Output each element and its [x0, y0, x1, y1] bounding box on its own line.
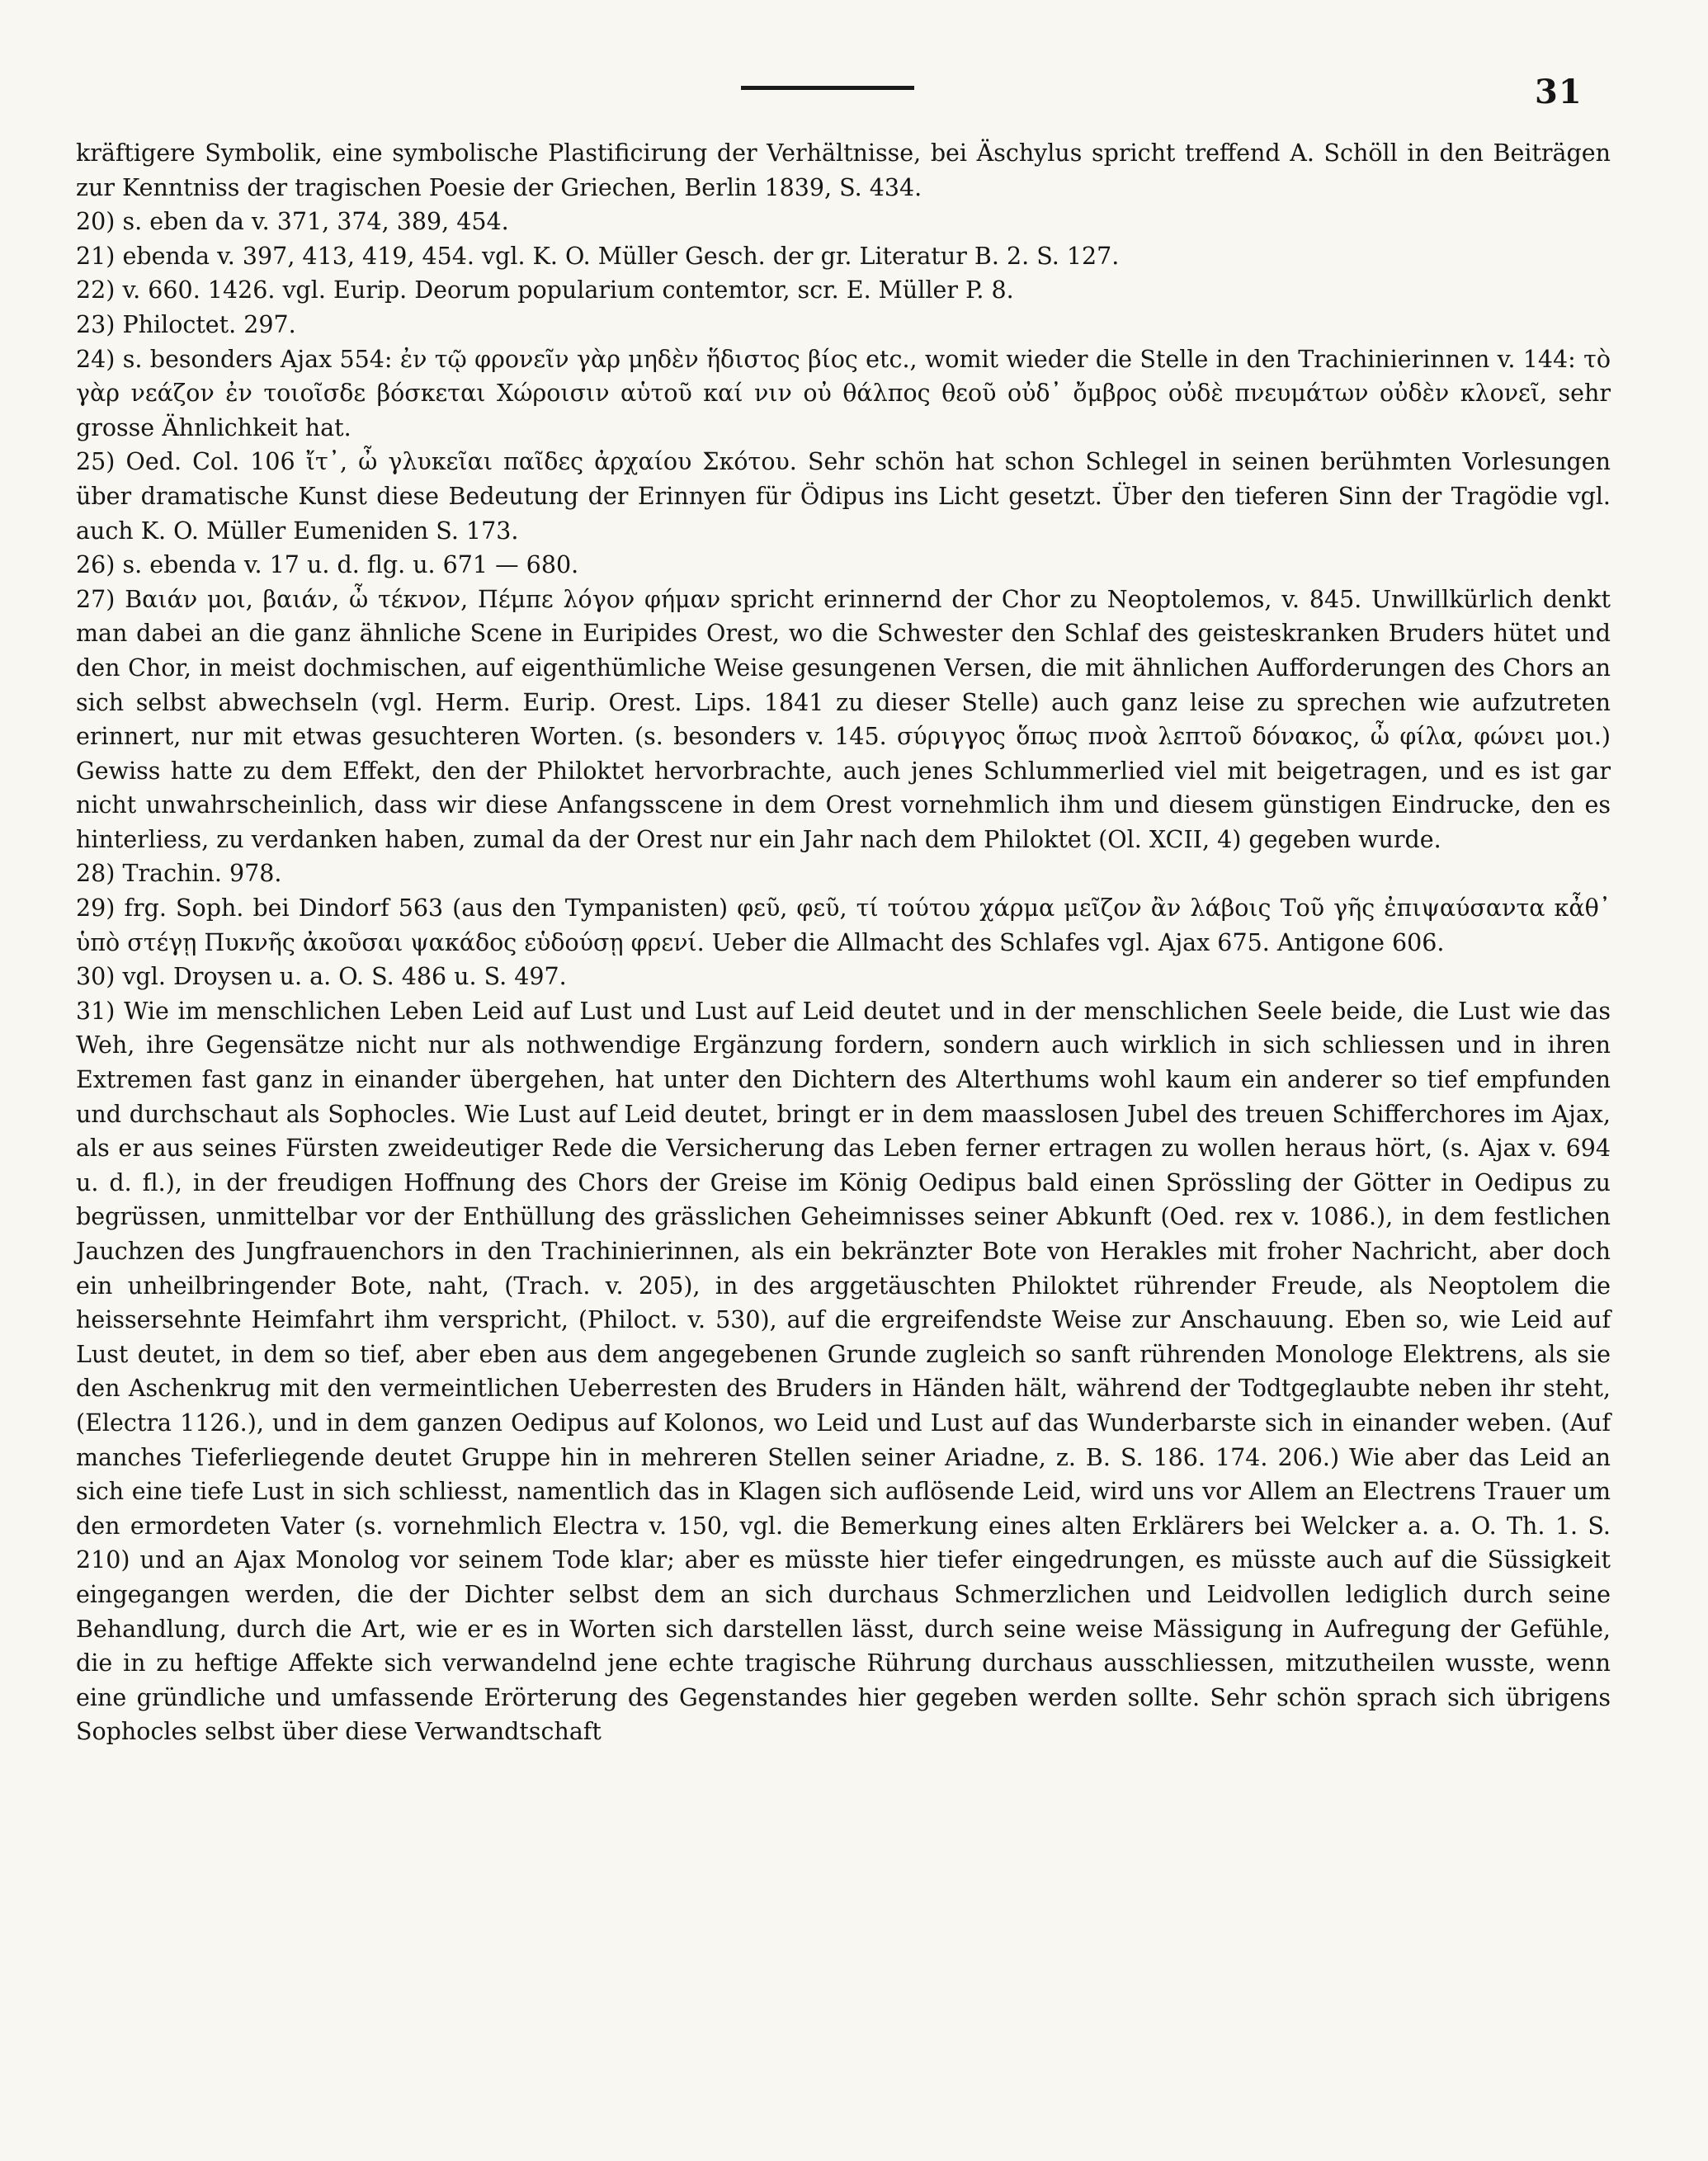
footnote-text: vgl. Droysen u. a. O. S. 486 u. S. 497. [122, 963, 567, 991]
footnote-20 [76, 205, 1611, 239]
footnote-27 [76, 583, 1611, 857]
footnote-label: 22) [76, 276, 116, 304]
footnote-29 [76, 891, 1611, 960]
footnote-text: frg. Soph. bei Dindorf 563 (aus den Tympanisten) φεῦ, φεῦ, τί τούτου χάρμα μεῖζον ἂν λάβοις Τοῦ γῆς ἐπιψαύσαντα κἆθ᾽ ὑπὸ στέγῃ Πυκνῆς ἀκοῦσαι ψακάδος εὑδούσῃ φρενί. Ueber die Allmacht des Schlafes vgl. Ajax 675. Antigone 606. [76, 894, 1611, 956]
footnote-21 [76, 239, 1611, 274]
footnote-label: 29) [76, 894, 116, 922]
footnote-text: s. eben da v. 371, 374, 389, 454. [122, 208, 509, 236]
footnote-26 [76, 548, 1611, 583]
footnote-31 [76, 994, 1611, 1749]
footnote-label: 28) [76, 860, 116, 888]
footnote-text: Philoctet. 297. [122, 310, 296, 338]
footnotes [76, 136, 1611, 1749]
footnote-text: Βαιάν μοι, βαιάν, ὦ τέκνον, Πέμπε λόγον φήμαν spricht erinnernd der Chor zu Neoptolemos, v. 845. Unwillkürlich denkt man dabei an die ganz ähnliche Scene in Euripides Orest, wo die Schwester den Schlaf des geisteskranken Bruders hütet und den Chor, in meist dochmischen, auf eigenthümliche Weise gesungenen Versen, die mit ähnlichen Aufforderungen des Chors an sich selbst abwechseln (vgl. Herm. Eurip. Orest. Lips. 1841 zu dieser Stelle) auch ganz leise zu sprechen wie aufzutreten erinnert, nur mit etwas gesuchteren Worten. (s. besonders v. 145. σύριγγος ὅπως πνοὰ λεπτοῦ δόνακος, ὦ φίλα, φώνει μοι.) Gewiss hatte zu dem Effekt, den der Philoktet hervorbrachte, auch jenes Schlummerlied viel mit beigetragen, und es ist gar nicht unwahrscheinlich, dass wir diese Anfangsscene in dem Orest vornehmlich ihm und diesem günstigen Eindrucke, den es hinterliess, zu verdanken haben, zumal da der Orest nur ein Jahr nach dem Philoktet (Ol. XCII, 4) gegeben wurde. [76, 585, 1611, 853]
footnote-label: 20) [76, 208, 116, 236]
footnote-label: 27) [76, 585, 116, 613]
footnote-23 [76, 308, 1611, 342]
footnote-label: 26) [76, 551, 116, 579]
footnote-label: 25) [76, 448, 116, 476]
footnote-text: Wie im menschlichen Leben Leid auf Lust und Lust auf Leid deutet und in der menschlichen Seele beide, die Lust wie das Weh, ihre Gegensätze nicht nur als nothwendige Ergänzung fordern, sondern auch wirklich in sich schliessen und in ihren Extremen fast ganz in einander übergehen, hat unter den Dichtern des Alterthums wohl kaum ein anderer so tief empfunden und durchschaut als Sophocles. Wie Lust auf Leid deutet, bringt er in dem maasslosen Jubel des treuen Schifferchores im Ajax, als er aus seines Fürsten zweideutiger Rede die Versicherung das Leben ferner ertragen zu wollen heraus hört, (s. Ajax v. 694 u. d. fl.), in der freudigen Hoffnung des Chors der Greise im König Oedipus bald einen Sprössling der Götter in Oedipus zu begrüssen, unmittelbar vor der Enthüllung des grässlichen Geheimnisses seiner Abkunft (Oed. rex v. 1086.), in dem festlichen Jauchzen des Jungfrauenchors in den Trachinierinnen, als ein bekränzter Bote von Herakles mit froher Nachricht, aber doch ein unheilbringender Bote, naht, (Trach. v. 205), in des arggetäuschten Philoktet rührender Freude, als Neoptolem die heissersehnte Heimfahrt ihm verspricht, (Philoct. v. 530), auf die ergreifendste Weise zur Anschauung. Eben so, wie Leid auf Lust deutet, in dem so tief, aber eben aus dem angegebenen Grunde zugleich so sanft rührenden Monologe Elektrens, als sie den Aschenkrug mit den vermeintlichen Ueberresten des Bruders in Händen hält, während der Todtgeglaubte neben ihr steht, (Electra 1126.), und in dem ganzen Oedipus auf Kolonos, wo Leid und Lust auf das Wunderbarste sich in einander weben. (Auf manches Tieferliegende deutet Gruppe hin in mehreren Stellen seiner Ariadne, z. B. S. 186. 174. 206.) Wie aber das Leid an sich eine tiefe Lust in sich schliesst, namentlich das in Klagen sich auflösende Leid, wird uns vor Allem an Electrens Trauer um den ermordeten Vater (s. vornehmlich Electra v. 150, vgl. die Bemerkung eines alten Erklärers bei Welcker a. a. O. Th. 1. S. 210) und an Ajax Monolog vor seinem Tode klar; aber es müsste hier tiefer eingedrungen, es müsste auch auf die Süssigkeit eingegangen werden, die der Dichter selbst dem an sich durchaus Schmerzlichen und Leidvollen lediglich durch seine Behandlung, durch die Art, wie er es in Worten sich darstellen lässt, durch seine weise Mässigung in Aufregung der Gefühle, die in zu heftige Affekte sich verwandelnd jene echte tragische Rührung durchaus ausschliessen, mitzutheilen wusste, wenn eine gründliche und umfassende Erörterung des Gegenstandes hier gegeben werden sollte. Sehr schön sprach sich übrigens Sophocles selbst über diese Verwandtschaft [76, 997, 1611, 1746]
page-number: 31 [1535, 73, 1583, 111]
footnote-text: s. ebenda v. 17 u. d. flg. u. 671 — 680. [122, 551, 579, 579]
footnote-24 [76, 342, 1611, 446]
footnote-text: v. 660. 1426. vgl. Eurip. Deorum popularium contemtor, scr. E. Müller P. 8. [122, 276, 1014, 304]
footnote-28 [76, 856, 1611, 891]
footnote-text: Trachin. 978. [122, 860, 282, 888]
footnote-continuation [76, 136, 1611, 205]
footnote-label: 31) [76, 997, 116, 1025]
footnote-text: Oed. Col. 106 ἴτ᾽, ὦ γλυκεῖαι παῖδες ἀρχαίου Σκότου. Sehr schön hat schon Schlegel in seinen berühmten Vorlesungen über dramatische Kunst diese Bedeutung der Erinnyen für Ödipus ins Licht gesetzt. Über den tieferen Sinn der Tragödie vgl. auch K. O. Müller Eumeniden S. 173. [76, 448, 1611, 545]
footnote-25 [76, 445, 1611, 548]
footnote-text: s. besonders Ajax 554: ἐν τῷ φρονεῖν γὰρ μηδὲν ἥδιστος βίος etc., womit wieder die Stelle in den Trachinierinnen v. 144: τὸ γὰρ νεάζον ἐν τοιοῖσδε βόσκεται Χώροισιν αὑτοῦ καί νιν οὐ θάλπος θεοῦ οὐδ᾽ ὄμβρος οὐδὲ πνευμάτων οὐδὲν κλονεῖ, sehr grosse Ähnlichkeit hat. [76, 345, 1611, 441]
footnote-text: ebenda v. 397, 413, 419, 454. vgl. K. O. Müller Gesch. der gr. Literatur B. 2. S. 127. [122, 242, 1120, 270]
footnote-text: kräftigere Symbolik, eine symbolische Plastificirung der Verhältnisse, bei Äschylus spricht treffend A. Schöll in den Beiträgen zur Kenntniss der tragischen Poesie der Griechen, Berlin 1839, S. 434. [76, 139, 1611, 201]
footnote-label: 23) [76, 310, 116, 338]
footnote-30 [76, 960, 1611, 994]
footnote-label: 30) [76, 963, 116, 991]
footnote-label: 21) [76, 242, 116, 270]
footnote-label: 24) [76, 345, 116, 373]
header-rule [741, 86, 914, 90]
footnote-22 [76, 273, 1611, 308]
